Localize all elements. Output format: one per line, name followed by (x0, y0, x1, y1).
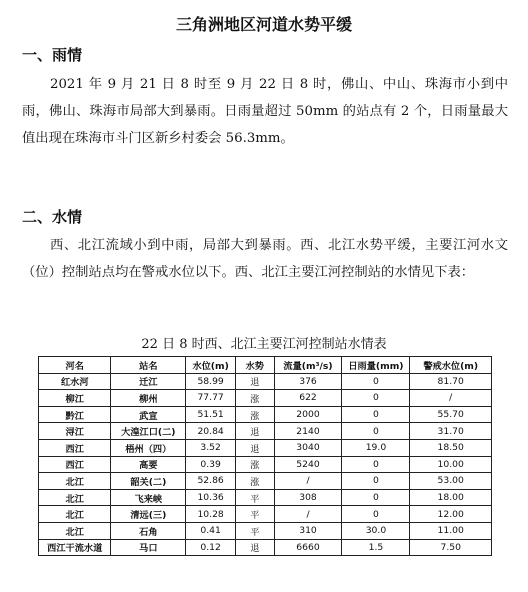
cell-daily-rain: 19.0 (342, 439, 410, 456)
cell-discharge: 3040 (274, 439, 342, 456)
cell-warning-level: 18.50 (410, 439, 492, 456)
header-discharge: 流量(m³/s) (274, 357, 342, 374)
cell-daily-rain: 0 (342, 390, 410, 407)
section-heading-rain: 一、雨情 (22, 46, 83, 64)
cell-trend: 涨 (236, 390, 275, 407)
table-row (39, 506, 492, 523)
cell-station: 武宣 (111, 406, 186, 423)
cell-water-level: 0.39 (186, 456, 236, 473)
header-warning-level: 警戒水位(m) (410, 357, 492, 374)
table-row (39, 489, 492, 506)
cell-river: 黔江 (39, 406, 111, 423)
cell-daily-rain: 0 (342, 506, 410, 523)
cell-daily-rain: 0 (342, 489, 410, 506)
cell-daily-rain: 0 (342, 456, 410, 473)
cell-trend: 退 (236, 539, 275, 556)
cell-water-level: 20.84 (186, 423, 236, 440)
cell-daily-rain: 0 (342, 373, 410, 390)
cell-trend: 平 (236, 506, 275, 523)
cell-warning-level: 18.00 (410, 489, 492, 506)
water-paragraph: 西、北江流域小到中雨，局部大到暴雨。西、北江水势平缓，主要江河水文（位）控制站点均在警戒水位以下。西、北江主要江河控制站的水情见下表： (22, 238, 508, 280)
cell-station: 迁江 (111, 373, 186, 390)
cell-discharge: / (274, 473, 342, 490)
cell-river: 北江 (39, 522, 111, 539)
header-daily-rain: 日雨量(mm) (342, 357, 410, 374)
rain-paragraph: 2021 年 9 月 21 日 8 时至 9 月 22 日 8 时，佛山、中山、珠海市小到中雨，佛山、珠海市局部大到暴雨。日雨量超过 50mm 的站点有 2 个，日雨量最大值出现在珠海市斗门区新乡村委会 56.3mm。 (22, 77, 508, 146)
cell-daily-rain: 1.5 (342, 539, 410, 556)
table-row (39, 473, 492, 490)
cell-station: 柳州 (111, 390, 186, 407)
section-heading-water: 二、水情 (22, 208, 83, 226)
cell-water-level: 10.28 (186, 506, 236, 523)
cell-warning-level: 11.00 (410, 522, 492, 539)
table-row (39, 423, 492, 440)
cell-station: 梧州（四） (111, 439, 186, 456)
table-row (39, 439, 492, 456)
cell-station: 韶关(二) (111, 473, 186, 490)
cell-water-level: 3.52 (186, 439, 236, 456)
cell-warning-level: 55.70 (410, 406, 492, 423)
cell-trend: 退 (236, 423, 275, 440)
cell-warning-level: 53.00 (410, 473, 492, 490)
cell-water-level: 51.51 (186, 406, 236, 423)
cell-discharge: 2000 (274, 406, 342, 423)
water-station-table (38, 356, 492, 556)
cell-station: 高要 (111, 456, 186, 473)
cell-water-level: 0.12 (186, 539, 236, 556)
cell-station: 石角 (111, 522, 186, 539)
cell-water-level: 58.99 (186, 373, 236, 390)
cell-trend: 涨 (236, 456, 275, 473)
cell-trend: 退 (236, 439, 275, 456)
header-river: 河名 (39, 357, 111, 374)
cell-warning-level: 12.00 (410, 506, 492, 523)
cell-river: 西江干流水道 (39, 539, 111, 556)
cell-river: 西江 (39, 456, 111, 473)
cell-water-level: 52.86 (186, 473, 236, 490)
cell-warning-level: 7.50 (410, 539, 492, 556)
cell-river: 北江 (39, 506, 111, 523)
cell-daily-rain: 0 (342, 406, 410, 423)
cell-water-level: 77.77 (186, 390, 236, 407)
cell-river: 柳江 (39, 390, 111, 407)
cell-station: 大湟江口(二) (111, 423, 186, 440)
document-title: 三角洲地区河道水势平缓 (175, 15, 352, 34)
cell-discharge: 6660 (274, 539, 342, 556)
cell-warning-level: 81.70 (410, 373, 492, 390)
cell-trend: 平 (236, 522, 275, 539)
cell-discharge: 376 (274, 373, 342, 390)
cell-trend: 涨 (236, 473, 275, 490)
cell-daily-rain: 30.0 (342, 522, 410, 539)
table-row (39, 406, 492, 423)
cell-daily-rain: 0 (342, 423, 410, 440)
cell-water-level: 0.41 (186, 522, 236, 539)
table-header-row (39, 357, 492, 374)
header-trend: 水势 (236, 357, 275, 374)
cell-station: 马口 (111, 539, 186, 556)
cell-river: 北江 (39, 489, 111, 506)
cell-water-level: 10.36 (186, 489, 236, 506)
table-caption: 22 日 8 时西、北江主要江河控制站水情表 (141, 337, 387, 352)
table-row (39, 390, 492, 407)
cell-warning-level: 31.70 (410, 423, 492, 440)
header-water-level: 水位(m) (186, 357, 236, 374)
header-station: 站名 (111, 357, 186, 374)
cell-discharge: 308 (274, 489, 342, 506)
cell-discharge: / (274, 506, 342, 523)
cell-river: 红水河 (39, 373, 111, 390)
table-row (39, 456, 492, 473)
cell-discharge: 622 (274, 390, 342, 407)
cell-trend: 涨 (236, 406, 275, 423)
cell-trend: 平 (236, 489, 275, 506)
table-row (39, 522, 492, 539)
cell-discharge: 5240 (274, 456, 342, 473)
cell-river: 西江 (39, 439, 111, 456)
cell-river: 浔江 (39, 423, 111, 440)
table-row (39, 373, 492, 390)
cell-warning-level: 10.00 (410, 456, 492, 473)
cell-daily-rain: 0 (342, 473, 410, 490)
cell-station: 飞来峡 (111, 489, 186, 506)
cell-discharge: 2140 (274, 423, 342, 440)
cell-trend: 退 (236, 373, 275, 390)
cell-warning-level: / (410, 390, 492, 407)
cell-station: 清远(三) (111, 506, 186, 523)
cell-discharge: 310 (274, 522, 342, 539)
table-row (39, 539, 492, 556)
cell-river: 北江 (39, 473, 111, 490)
